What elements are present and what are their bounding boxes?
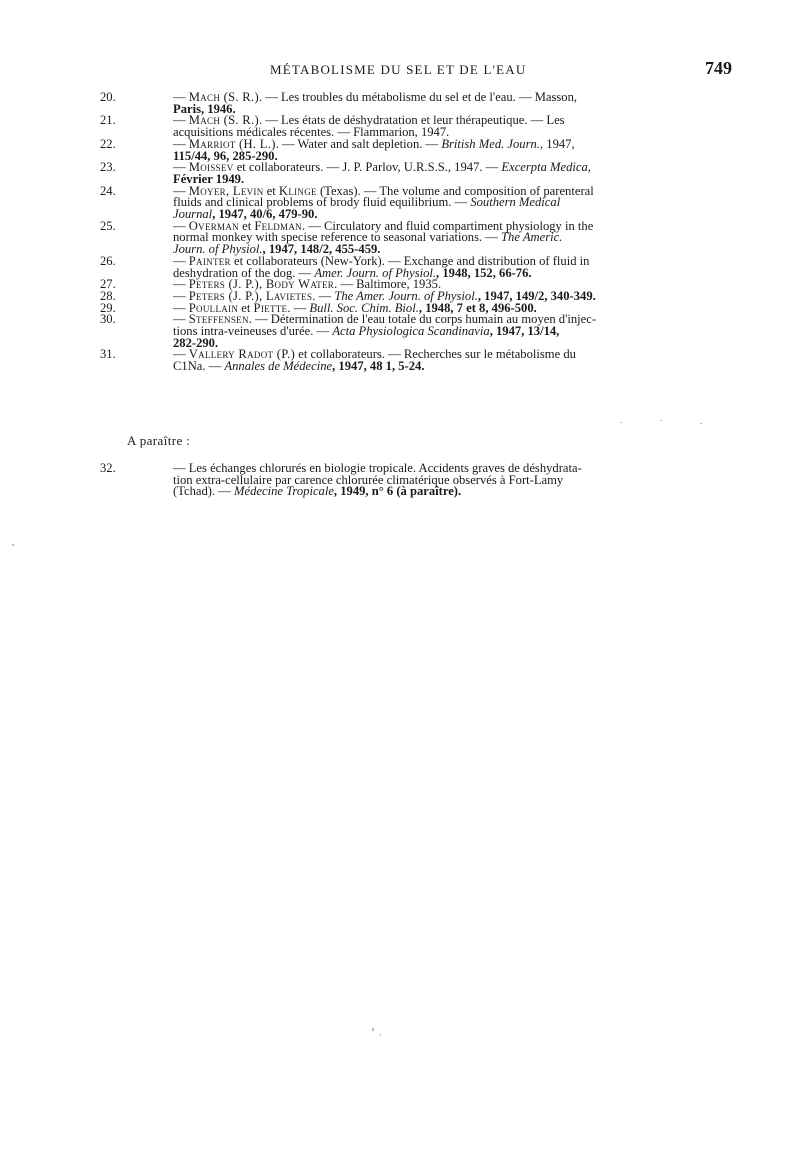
forthcoming-reference-list xyxy=(100,463,732,498)
reference-line xyxy=(173,162,732,174)
reference-text: . — Water and salt depletion. — xyxy=(275,136,442,151)
reference-entry xyxy=(100,92,732,115)
reference-author: Overman xyxy=(188,218,239,233)
reference-citation: 282-290. xyxy=(173,335,219,350)
reference-text: — xyxy=(173,288,189,303)
reference-text: tions intra-veineuses d'urée. — xyxy=(173,324,333,339)
reference-author: Vallery Radot (P.) xyxy=(188,347,296,362)
reference-entry xyxy=(100,162,732,185)
reference-text: fluids and clinical problems of brody fluid equilibrium. — xyxy=(173,195,471,210)
reference-author: Painter xyxy=(188,253,231,268)
reference-text: . — Les troubles du métabolisme du sel et de l'eau. — Masson, xyxy=(258,90,578,104)
reference-number: 22. xyxy=(100,136,116,151)
reference-entry xyxy=(100,136,732,163)
reference-text: — xyxy=(173,312,189,327)
reference-entry xyxy=(100,183,732,222)
reference-citation: , 1948, 7 et 8, 496-500. xyxy=(418,300,537,315)
reference-text: deshydration of the dog. — xyxy=(173,265,315,280)
reference-number: 23. xyxy=(100,160,116,175)
reference-text: et xyxy=(263,183,279,198)
reference-line xyxy=(173,486,732,498)
reference-number: 31. xyxy=(100,347,116,362)
reference-journal: Excerpta Medica, xyxy=(501,160,591,175)
reference-author: Piette xyxy=(253,300,288,315)
reference-text: — xyxy=(173,253,189,268)
reference-number: 30. xyxy=(100,312,116,327)
reference-journal: Annales de Médecine xyxy=(224,359,333,374)
reference-journal: The Amer. Journ. of Physiol. xyxy=(334,288,478,303)
reference-entry xyxy=(100,314,732,349)
reference-journal: Southern Medical xyxy=(470,195,561,210)
reference-citation: 115/44, 96, 285-290. xyxy=(173,148,278,163)
scan-speck xyxy=(380,1034,381,1036)
reference-text: tion extra-cellulaire par carence chlorurée climatérique observés à Fort-Lamy xyxy=(173,472,564,487)
reference-text: normal monkey with specise reference to seasonal variations. — xyxy=(173,230,502,245)
reference-citation: , 1947, 48 1, 5-24. xyxy=(332,359,425,374)
page-number: 749 xyxy=(705,58,732,78)
reference-citation: Février 1949. xyxy=(173,171,245,186)
reference-entry xyxy=(100,253,732,280)
reference-author: Feldman xyxy=(254,218,302,233)
reference-line xyxy=(173,92,732,104)
reference-author: Moyer, Levin xyxy=(188,183,264,198)
reference-text: . — Détermination de l'eau totale du corps humain au moyen d'injec- xyxy=(248,312,597,327)
reference-journal: Acta Physiologica Scandinavia xyxy=(332,324,490,339)
reference-text: — xyxy=(173,160,189,175)
running-title: MÉTABOLISME DU SEL ET DE L'EAU xyxy=(270,62,527,77)
reference-author: Marriot (H. L.) xyxy=(188,136,276,151)
reference-citation: , 1947, 13/14, xyxy=(489,324,560,339)
reference-text: — xyxy=(173,183,189,198)
reference-text: et xyxy=(238,218,255,233)
reference-author: Steffensen xyxy=(188,312,249,327)
reference-journal: Journ. of Physiol. xyxy=(173,242,263,257)
running-head xyxy=(120,58,732,80)
reference-text: acquisitions médicales récentes. — Flammarion, 1947. xyxy=(173,125,450,140)
reference-entry xyxy=(100,463,732,498)
scan-speck xyxy=(620,422,622,423)
reference-author: Mach (S. R.) xyxy=(188,90,259,104)
reference-author: Klinge xyxy=(278,183,317,198)
reference-text: C1Na. — xyxy=(173,359,225,374)
reference-entry xyxy=(100,218,732,257)
reference-number: 27. xyxy=(100,277,116,292)
reference-number: 29. xyxy=(100,300,116,315)
reference-line xyxy=(173,326,732,338)
reference-number: 20. xyxy=(100,90,116,104)
reference-entry xyxy=(100,349,732,372)
reference-text: — xyxy=(173,347,189,362)
reference-text: — xyxy=(173,136,189,151)
reference-citation: , 1949, n° 6 (à paraître). xyxy=(333,484,462,499)
scan-speck xyxy=(12,544,14,546)
reference-author: Peters (J. P.), Body Water xyxy=(188,277,335,292)
reference-journal: Médecine Tropicale xyxy=(234,484,334,499)
reference-text: — xyxy=(173,277,189,292)
reference-text: et xyxy=(238,300,254,315)
reference-entry xyxy=(100,115,732,138)
reference-author: Poullain xyxy=(188,300,239,315)
reference-citation: , 1948, 152, 66-76. xyxy=(436,265,532,280)
reference-number: 28. xyxy=(100,288,116,303)
reference-text: . — Circulatory and fluid compartiment physiology in the xyxy=(301,218,594,233)
reference-text: (Tchad). — xyxy=(173,484,235,499)
reference-text: — xyxy=(173,300,189,315)
reference-text: — Les échanges chlorurés en biologie tropicale. Accidents graves de déshydrata- xyxy=(173,461,582,475)
reference-text: et collaborateurs. — J. P. Parlov, U.R.S.S., 1947. — xyxy=(233,160,502,175)
reference-citation: , 1947, 149/2, 340-349. xyxy=(477,288,596,303)
reference-text: — xyxy=(173,218,189,233)
reference-number: 24. xyxy=(100,183,116,198)
reference-text: . — Les états de déshydratation et leur thérapeutique. — Les xyxy=(258,113,565,128)
reference-citation: Paris, 1946. xyxy=(173,101,236,116)
reference-journal: The Americ. xyxy=(501,230,563,245)
section-heading: A paraître : xyxy=(127,433,191,448)
reference-line xyxy=(173,361,732,373)
reference-list xyxy=(100,92,732,373)
reference-author: Peters (J. P.), Lavietes xyxy=(188,288,313,303)
reference-text: — xyxy=(173,113,189,128)
reference-text: , 1947, xyxy=(539,136,575,151)
reference-text: (Texas). — The volume and composition of parenteral xyxy=(316,183,594,198)
scan-speck xyxy=(660,420,662,421)
reference-text: . — Baltimore, 1935. xyxy=(334,277,442,292)
reference-text: . — xyxy=(287,300,310,315)
reference-text: et collaborateurs. — Recherches sur le métabolisme du xyxy=(295,347,576,362)
reference-journal: British Med. Journ. xyxy=(441,136,540,151)
reference-number: 21. xyxy=(100,113,116,128)
reference-text: . — xyxy=(312,288,335,303)
reference-author: Mach (S. R.) xyxy=(188,113,259,128)
reference-author: Moissev xyxy=(188,160,234,175)
scan-speck xyxy=(700,423,702,424)
reference-number: 25. xyxy=(100,218,116,233)
reference-text: — xyxy=(173,90,189,104)
reference-citation: , 1947, 40/6, 479-90. xyxy=(212,207,318,222)
reference-number: 32. xyxy=(100,461,116,475)
reference-journal: Bull. Soc. Chim. Biol. xyxy=(309,300,419,315)
scan-speck xyxy=(372,1028,374,1031)
reference-number: 26. xyxy=(100,253,116,268)
reference-text: et collaborateurs (New-York). — Exchange and distribution of fluid in xyxy=(230,253,590,268)
reference-journal: Journal xyxy=(173,207,213,222)
reference-journal: Amer. Journ. of Physiol. xyxy=(314,265,437,280)
reference-citation: , 1947, 148/2, 455-459. xyxy=(262,242,381,257)
